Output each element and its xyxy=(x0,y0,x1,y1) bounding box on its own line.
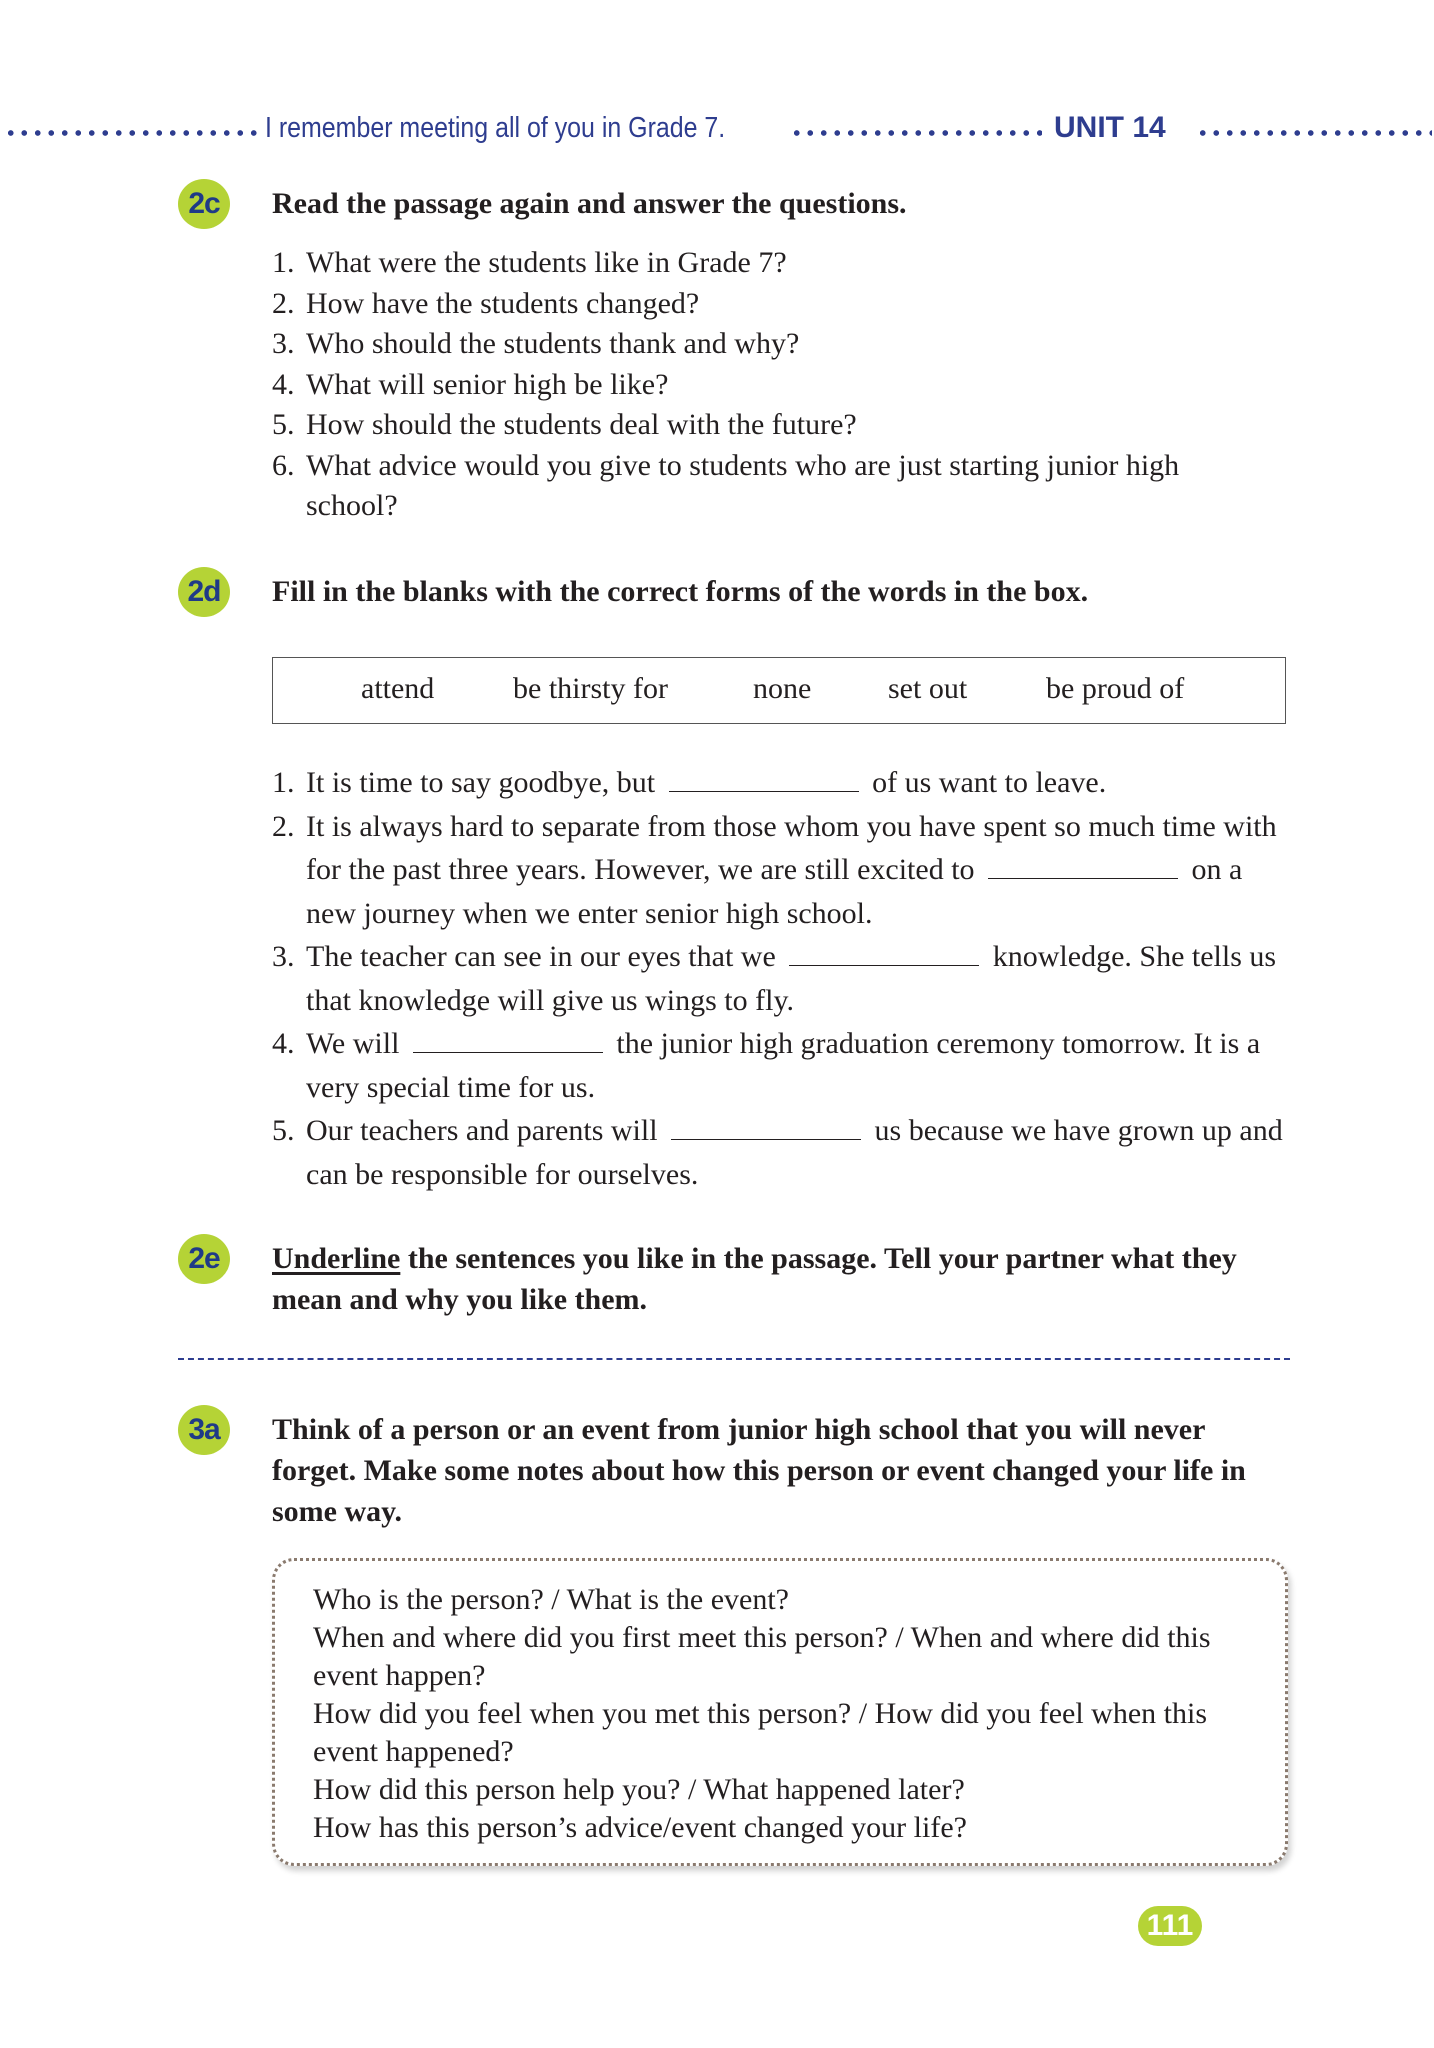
answer-blank[interactable] xyxy=(789,964,979,966)
answer-blank[interactable] xyxy=(413,1051,603,1053)
word-box-item: be thirsty for xyxy=(513,672,668,705)
item-number: 3. xyxy=(272,327,295,360)
list-item xyxy=(272,761,1288,805)
item-text: How should the students deal with the future? xyxy=(306,408,857,441)
list-item xyxy=(272,365,1272,406)
item-number: 4. xyxy=(272,367,295,401)
prompt-list xyxy=(313,1581,1263,1847)
list-item xyxy=(272,935,1288,1022)
header-dots-right xyxy=(1196,128,1432,138)
list-item xyxy=(272,1022,1288,1109)
prompt-line: How did you feel when you met this person? / How did you feel when this event happened? xyxy=(313,1697,1208,1768)
item-number: 3. xyxy=(272,940,295,973)
item-text: Who should the students thank and why? xyxy=(306,327,800,360)
item-text: What advice would you give to students who are just starting junior high school? xyxy=(306,448,1180,522)
item-text-after: knowledge. She tells us that knowledge will give us wings to fly. xyxy=(306,940,1277,1017)
instruction-3a: Think of a person or an event from junior high school that you will never forget. Make some notes about how this person or event changed your life in some way. xyxy=(272,1413,1246,1528)
item-text: What will senior high be like? xyxy=(306,367,669,401)
badge-3a: 3a xyxy=(178,1405,230,1455)
page-number: 111 xyxy=(1138,1906,1202,1946)
item-text-after: on a new journey when we enter senior high school. xyxy=(306,853,1243,930)
badge-2d: 2d xyxy=(178,567,230,617)
section-divider xyxy=(178,1358,1290,1360)
item-number: 1. xyxy=(272,246,295,279)
word-box xyxy=(272,657,1286,724)
prompt-line: How did this person help you? / What happened later? xyxy=(313,1773,965,1806)
prompt-line: How has this person’s advice/event changed your life? xyxy=(313,1811,967,1844)
instruction-2e xyxy=(272,1238,1292,1320)
unit-label: UNIT 14 xyxy=(1054,111,1166,144)
item-number: 5. xyxy=(272,408,295,441)
item-text: How have the students changed? xyxy=(306,286,700,320)
list-item xyxy=(272,243,1272,284)
instruction-2e-text: the sentences you like in the passage. Tell your partner what they mean and why you like them. xyxy=(272,1242,1237,1316)
prompt-line: Who is the person? / What is the event? xyxy=(313,1583,789,1616)
item-text-before: It is time to say goodbye, but xyxy=(306,766,656,799)
item-text-before: We will xyxy=(306,1027,400,1060)
header-dots-middle xyxy=(790,128,1042,138)
list-item xyxy=(272,1109,1288,1196)
instruction-2d: Fill in the blanks with the correct forms of the words in the box. xyxy=(272,575,1089,608)
question-list-2c xyxy=(272,243,1272,527)
item-text: What were the students like in Grade 7? xyxy=(306,246,787,279)
item-text-before: Our teachers and parents will xyxy=(306,1114,658,1147)
word-box-item: be proud of xyxy=(1046,672,1185,705)
item-text-before: The teacher can see in our eyes that we xyxy=(306,940,776,973)
word-box-item: set out xyxy=(888,672,968,705)
item-text-after: of us want to leave. xyxy=(872,766,1107,799)
badge-2c: 2c xyxy=(178,179,230,229)
answer-blank[interactable] xyxy=(669,790,859,792)
prompt-line: When and where did you first meet this person? / When and where did this event happen? xyxy=(313,1621,1211,1692)
item-number: 2. xyxy=(272,809,295,843)
prompt-box xyxy=(272,1558,1288,1866)
fill-in-list-2d xyxy=(272,761,1288,1196)
lesson-title: I remember meeting all of you in Grade 7. xyxy=(265,112,726,144)
word-box-item: attend xyxy=(361,672,435,705)
header-dots-left xyxy=(4,128,260,138)
item-number: 2. xyxy=(272,286,295,320)
item-number: 5. xyxy=(272,1114,295,1147)
underline-keyword: Underline xyxy=(272,1242,401,1275)
item-number: 1. xyxy=(272,766,295,799)
item-text-after: us because we have grown up and can be responsible for ourselves. xyxy=(306,1114,1283,1191)
item-number: 6. xyxy=(272,448,295,482)
list-item xyxy=(272,446,1272,527)
answer-blank[interactable] xyxy=(988,877,1178,879)
answer-blank[interactable] xyxy=(671,1138,861,1140)
item-text-before: It is always hard to separate from those whom you have spent so much time with for the past three years. However, we are still excited to xyxy=(306,809,1277,886)
page-header xyxy=(0,108,1434,152)
badge-2e: 2e xyxy=(178,1234,230,1284)
item-text-after: the junior high graduation ceremony tomorrow. It is a very special time for us. xyxy=(306,1027,1261,1104)
list-item xyxy=(272,805,1288,936)
list-item xyxy=(272,324,1272,365)
word-box-item: none xyxy=(753,672,812,705)
list-item xyxy=(272,405,1272,446)
instruction-2c: Read the passage again and answer the questions. xyxy=(272,187,907,220)
list-item xyxy=(272,284,1272,325)
item-number: 4. xyxy=(272,1027,295,1060)
